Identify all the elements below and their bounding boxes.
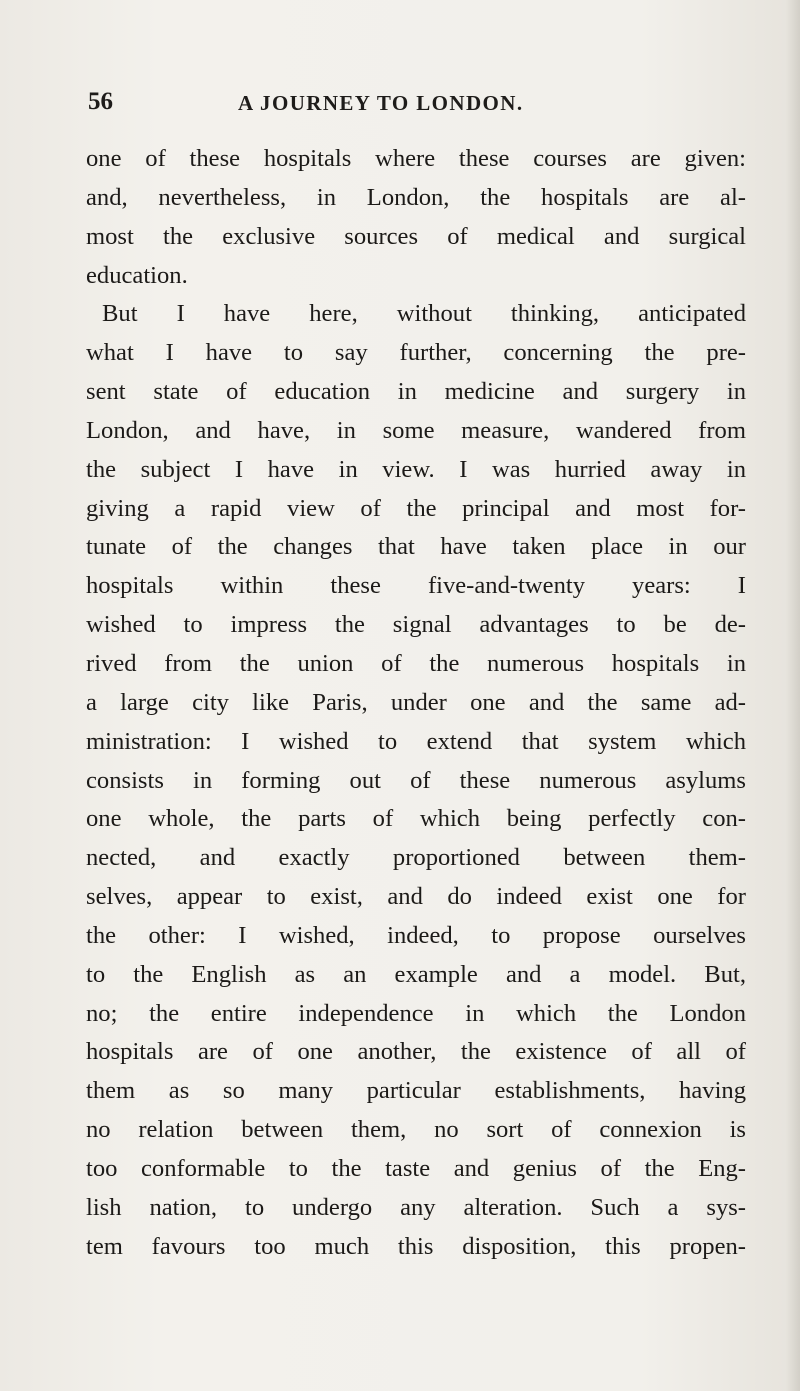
text-line: tunate of the changes that have taken place in our bbox=[86, 533, 746, 561]
text-line: what I have to say further, concerning the pre- bbox=[86, 339, 746, 367]
text-line: the subject I have in view. I was hurried away in bbox=[86, 455, 746, 483]
text-line: and, nevertheless, in London, the hospitals are al- bbox=[86, 183, 746, 211]
text-line: wished to impress the signal advantages to be de- bbox=[86, 611, 746, 639]
text-line: hospitals within these five-and-twenty years: I bbox=[86, 572, 746, 600]
text-line: no; the entire independence in which the London bbox=[86, 999, 746, 1027]
text-line: tem favours too much this disposition, this propen- bbox=[86, 1232, 746, 1260]
text-line: hospitals are of one another, the existence of all of bbox=[86, 1038, 746, 1066]
text-line: lish nation, to undergo any alteration. Such a sys- bbox=[86, 1193, 746, 1221]
text-line: But I have here, without thinking, anticipated bbox=[102, 300, 746, 328]
text-line: ministration: I wished to extend that system which bbox=[86, 727, 746, 755]
page-edge-shadow bbox=[786, 0, 800, 1391]
text-line: to the English as an example and a model. But, bbox=[86, 960, 746, 988]
text-line: them as so many particular establishments, having bbox=[86, 1077, 746, 1105]
text-line: sent state of education in medicine and surgery in bbox=[86, 378, 746, 406]
page-number: 56 bbox=[88, 88, 113, 115]
text-line: rived from the union of the numerous hospitals in bbox=[86, 649, 746, 677]
text-line: selves, appear to exist, and do indeed exist one for bbox=[86, 883, 746, 911]
text-line: one of these hospitals where these courses are given: bbox=[86, 145, 746, 172]
text-line: education. bbox=[86, 261, 188, 289]
text-line: giving a rapid view of the principal and most for- bbox=[86, 494, 746, 522]
text-line: most the exclusive sources of medical and surgical bbox=[86, 222, 746, 250]
text-line: a large city like Paris, under one and the same ad- bbox=[86, 688, 746, 716]
text-line: London, and have, in some measure, wandered from bbox=[86, 416, 746, 444]
text-line: one whole, the parts of which being perfectly con- bbox=[86, 805, 746, 833]
text-line: nected, and exactly proportioned between them- bbox=[86, 844, 746, 872]
page-header bbox=[88, 88, 728, 128]
text-line: the other: I wished, indeed, to propose ourselves bbox=[86, 921, 746, 949]
text-line: consists in forming out of these numerous asylums bbox=[86, 766, 746, 794]
text-line: no relation between them, no sort of connexion is bbox=[86, 1116, 746, 1144]
text-line: too conformable to the taste and genius of the Eng- bbox=[86, 1154, 746, 1182]
body-text bbox=[86, 140, 746, 1266]
running-head: A JOURNEY TO LONDON. bbox=[238, 91, 524, 115]
